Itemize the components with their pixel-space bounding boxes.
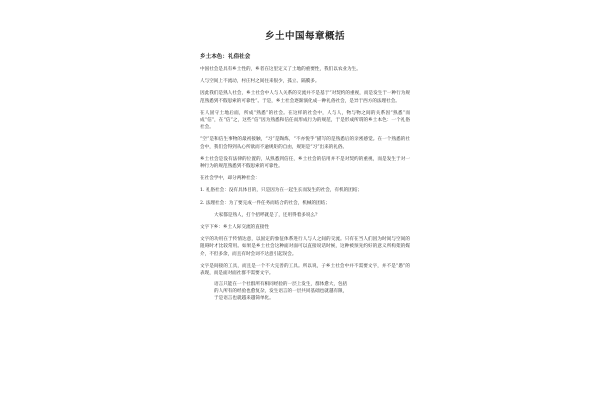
paragraph-3: 因此我们是熟人社会，乡土社会中人与人关系的交流并不是基于“对契约的重视，而是发生于一种行为规范熟悉到不假思索的可靠性”。于是，乡土社会逐渐演化成一种礼俗社会，是异于西方的法理社会。 — [200, 91, 410, 104]
quote-block-line-2: 的人所有的经验也愈复杂，发生语言的一层共同基础也就越有限， — [214, 289, 348, 295]
paragraph-2: 人与空间上不流动，村庄村之间往来很少，孤立、隔膜多。 — [200, 79, 320, 85]
document-title: 乡土中国每章概括 — [264, 31, 345, 42]
quote-block-line-3: 于是语言也就越来越简单化。 — [214, 295, 274, 301]
paragraph-8: 文字的功用在于传情达意，以固定的象征体系进行人与人之间的交流。只有在当人们因为时间与空间的阻碍时才比较常用。如果是乡土社会这种面对面可以直接说话时候，这种被预先约好的意义所构架的媒介，不但多余，而且有时会词不达意引起误会。 — [200, 237, 410, 257]
paragraph-9: 文字是间接的工具，而且是一个不大完善的工具。所以说，子乡土社会中并不需要文字，并不是“愚”的表现，而是面对面社群不需要文字。 — [200, 263, 410, 277]
paragraph-6: 乡土社会是没有法律的位置的，从熟悉到信任，乡土社会的信用并不是对契约的重视，而是发生于对一种行为的规范熟悉到不假思索的可靠性。 — [200, 156, 410, 170]
paragraph-5: “空”是和信生事物的最初接触，“习”是陶炼，“不亦悦乎”描写的是熟悉后的亲密感觉。在一个熟悉的社会中，我们会得到从心所欲而不逾规矩的自由，规矩是“习”出来的礼俗。 — [200, 137, 410, 150]
paragraph-7: 在社会学中，却分两种社会： — [200, 176, 260, 182]
quote-block — [200, 282, 410, 302]
paragraph-4: 在人固守土地后面，所成“熟悉”的社会。在这样的社会中，人与人，物与物之间的关系因“熟悉”而成“信”，在“信”之，这些“信”因为熟悉和信任而形成行为的规范，于是形成所谓的乡土本色：一个礼俗社会。 — [200, 110, 410, 131]
subsection-heading: 文字下乡：乡土人际交流的直接性 — [200, 225, 269, 231]
quote-line: 大家都是熟人，打个招呼就是了，还用得着多说么？ — [214, 212, 320, 218]
list-item-1: 1. 礼俗社会：没有具体目的，只是因为在一起生长而发生的社会，有机的团结； — [200, 188, 363, 194]
list-item-2: 2. 法理社会：为了要完成一件任务而结合的社会，机械的团结； — [200, 200, 330, 206]
quote-block-line-1: 语言只能在一个社群所有相同经验的一层上发生，群体愈大，包括 — [214, 282, 348, 288]
section-heading: 乡土本色：礼俗社会 — [200, 54, 251, 60]
document-body — [200, 28, 410, 308]
paragraph-1: 中国社会是具有乡土性的，乡者在这里定义了土地的重要性，我们以农业为生。 — [200, 67, 361, 72]
